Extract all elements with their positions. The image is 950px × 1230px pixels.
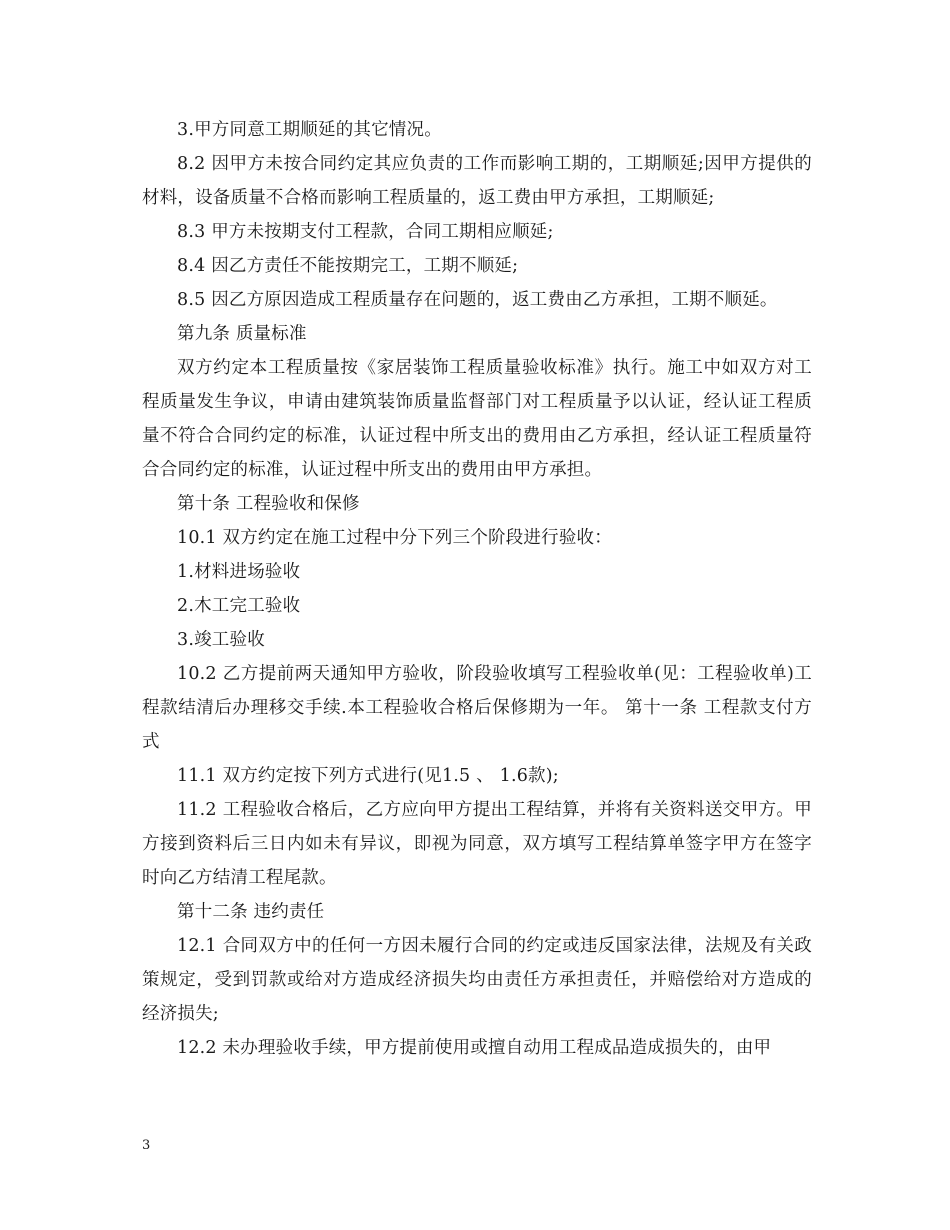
list-item-material-inspection: 1.材料进场验收 (177, 562, 301, 582)
paragraph-8-5: 8.5 因乙方原因造成工程质量存在问题的，返工费由乙方承担，工期不顺延。 (177, 290, 778, 310)
list-item-completion-inspection: 3.竣工验收 (177, 630, 265, 650)
paragraph-12-2: 12.2 未办理验收手续，甲方提前使用或擅自动用工程成品造成损失的，由甲 (177, 1038, 772, 1058)
paragraph-extension-other: 3.甲方同意工期顺延的其它情况。 (177, 120, 442, 140)
list-item-carpentry-inspection: 2.木工完工验收 (177, 596, 301, 616)
section-heading-article-12: 第十二条 违约责任 (177, 902, 325, 922)
paragraph-10-2: 10.2 乙方提前两天通知甲方验收，阶段验收填写工程验收单(见：工程验收单)工程款结清后办理移交手续.本工程验收合格后保修期为一年。 第十一条 工程款支付方式 (142, 664, 812, 752)
paragraph-8-4: 8.4 因乙方责任不能按期完工，工期不顺延; (177, 256, 519, 276)
paragraph-quality-standard: 双方约定本工程质量按《家居装饰工程质量验收标准》执行。施工中如双方对工程质量发生争议，申请由建筑装饰质量监督部门对工程质量予以认证，经认证工程质量不符合合同约定的标准，认证过程中所支出的费用由乙方承担，经认证工程质量符合合同约定的标准，认证过程中所支出的费用由甲方承担。 (142, 358, 812, 480)
section-heading-article-9: 第九条 质量标准 (177, 324, 307, 344)
page-number: 3 (142, 1138, 151, 1153)
section-heading-article-10: 第十条 工程验收和保修 (177, 494, 360, 514)
paragraph-8-3: 8.3 甲方未按期支付工程款，合同工期相应顺延; (177, 222, 554, 242)
paragraph-11-2: 11.2 工程验收合格后，乙方应向甲方提出工程结算，并将有关资料送交甲方。甲方接到资料后三日内如未有异议，即视为同意，双方填写工程结算单签字甲方在签字时向乙方结清工程尾款。 (142, 800, 812, 888)
paragraph-12-1: 12.1 合同双方中的任何一方因未履行合同的约定或违反国家法律，法规及有关政策规定，受到罚款或给对方造成经济损失均由责任方承担责任，并赔偿给对方造成的经济损失; (142, 936, 812, 1024)
paragraph-8-2: 8.2 因甲方未按合同约定其应负责的工作而影响工期的，工期顺延;因甲方提供的材料，设备质量不合格而影响工程质量的，返工费由甲方承担，工期顺延; (142, 154, 812, 208)
document-body (142, 113, 812, 1065)
paragraph-10-1: 10.1 双方约定在施工过程中分下列三个阶段进行验收： (177, 528, 612, 548)
paragraph-11-1: 11.1 双方约定按下列方式进行(见1.5 、 1.6款); (177, 766, 559, 786)
